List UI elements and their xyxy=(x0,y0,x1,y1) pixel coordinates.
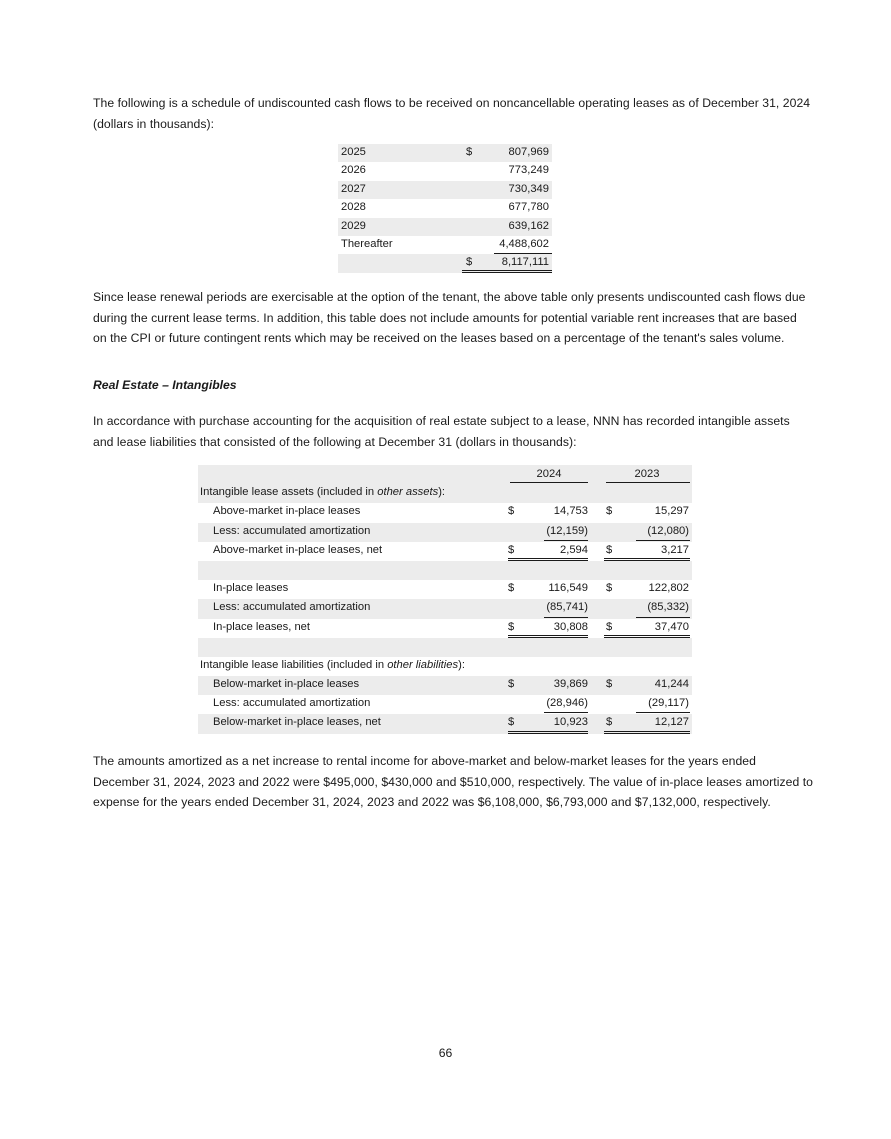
row-label: In-place leases xyxy=(213,582,289,595)
row-label: Less: accumulated amortization xyxy=(213,601,371,614)
currency-symbol: $ xyxy=(508,620,515,633)
subtotal-underline xyxy=(544,617,588,618)
currency-symbol: $ xyxy=(508,716,515,729)
value-2023: 37,470 xyxy=(654,620,689,633)
table-row xyxy=(338,162,552,180)
column-header-2023: 2023 xyxy=(634,468,660,480)
currency-symbol: $ xyxy=(508,543,515,556)
section-header-row xyxy=(198,657,692,676)
section-heading: Real Estate – Intangibles xyxy=(93,378,237,392)
value-2024: (28,946) xyxy=(546,697,588,710)
value-2024: (85,741) xyxy=(546,601,588,614)
currency-symbol: $ xyxy=(606,505,613,518)
value-2023: 41,244 xyxy=(654,678,689,691)
total-amount-cell: 8,117,111 xyxy=(501,256,549,269)
intangibles-intro-paragraph: In accordance with purchase accounting for the acquisition of real estate subject to a lease, NNN has recorded intangible assets and lease liabilities that consisted of the following at December 31 (dollars in thousands): xyxy=(93,414,790,449)
value-2023: (12,080) xyxy=(647,524,689,537)
currency-symbol: $ xyxy=(466,256,473,269)
table-row xyxy=(198,695,692,714)
table-row xyxy=(198,503,692,522)
value-2023: 3,217 xyxy=(661,543,689,556)
value-2024: 10,923 xyxy=(553,716,588,729)
row-label: Above-market in-place leases, net xyxy=(213,543,383,556)
table-row xyxy=(338,144,552,162)
amount-cell: 4,488,602 xyxy=(499,237,549,250)
table-row xyxy=(198,542,692,561)
currency-symbol: $ xyxy=(606,716,613,729)
table-row xyxy=(198,714,692,733)
value-2024: 116,549 xyxy=(548,582,588,595)
table-row xyxy=(198,599,692,618)
subtotal-underline xyxy=(636,617,690,618)
value-2024: 2,594 xyxy=(560,543,588,556)
amount-cell: 639,162 xyxy=(508,219,549,232)
total-double-underline xyxy=(508,731,588,734)
row-label: Less: accumulated amortization xyxy=(213,697,371,710)
liabilities-section-label: Intangible lease liabilities (included in other liabilities): xyxy=(200,658,465,671)
amount-cell: 730,349 xyxy=(508,182,549,195)
year-cell: 2027 xyxy=(341,182,366,195)
subtotal-underline xyxy=(636,540,690,541)
header-underline xyxy=(510,482,588,483)
table-row xyxy=(338,218,552,236)
spacer-row xyxy=(198,638,692,657)
value-2024: (12,159) xyxy=(546,524,588,537)
table-row xyxy=(198,619,692,638)
currency-symbol: $ xyxy=(606,543,613,556)
header-underline xyxy=(606,482,690,483)
cash-flow-schedule-table xyxy=(338,144,552,273)
table-row xyxy=(338,236,552,254)
year-cell: 2025 xyxy=(341,146,366,158)
amortization-paragraph: The amounts amortized as a net increase to rental income for above-market and below-market leases for the years ended December 31, 2024, 2023 and 2022 were $495,000, $430,000 and $510,000, respectively. The value of in-place leases amortized to expense for the years ended December 31, 2024, 2023 and 2022 was $6,108,000, $6,793,000 and $7,132,000, respectively. xyxy=(93,754,813,809)
year-cell: 2028 xyxy=(341,201,366,214)
currency-symbol: $ xyxy=(466,146,473,158)
currency-symbol: $ xyxy=(508,582,515,595)
year-cell: 2026 xyxy=(341,164,366,177)
intro-paragraph: The following is a schedule of undiscounted cash flows to be received on noncancellable operating leases as of December 31, 2024 (dollars in thousands): xyxy=(93,96,811,131)
table-row xyxy=(198,676,692,695)
value-2024: 30,808 xyxy=(553,620,588,633)
currency-symbol: $ xyxy=(606,620,613,633)
table-row xyxy=(338,181,552,199)
value-2023: 15,297 xyxy=(654,505,689,518)
total-double-underline xyxy=(604,731,690,734)
value-2024: 39,869 xyxy=(553,678,588,691)
amount-cell: 773,249 xyxy=(508,164,549,177)
assets-section-label: Intangible lease assets (included in other assets): xyxy=(200,486,446,499)
subtotal-underline xyxy=(636,712,690,713)
total-row xyxy=(338,254,552,272)
currency-symbol: $ xyxy=(508,678,515,691)
column-header-2024: 2024 xyxy=(536,468,562,480)
row-label: Above-market in-place leases xyxy=(213,505,361,518)
table-row xyxy=(338,199,552,217)
value-2024: 14,753 xyxy=(553,505,588,518)
row-label: Less: accumulated amortization xyxy=(213,524,371,537)
value-2023: (29,117) xyxy=(648,697,689,710)
subtotal-underline xyxy=(544,540,588,541)
table-row xyxy=(198,523,692,542)
value-2023: (85,332) xyxy=(647,601,689,614)
spacer-row xyxy=(198,561,692,580)
row-label: Below-market in-place leases xyxy=(213,678,360,691)
currency-symbol: $ xyxy=(606,582,613,595)
table-header-row xyxy=(198,465,692,484)
intangibles-table xyxy=(198,465,692,734)
subtotal-underline xyxy=(544,712,588,713)
amount-cell: 807,969 xyxy=(508,146,549,158)
value-2023: 122,802 xyxy=(648,582,689,595)
currency-symbol: $ xyxy=(606,678,613,691)
year-cell: Thereafter xyxy=(341,237,393,250)
section-header-row xyxy=(198,484,692,503)
amount-cell: 677,780 xyxy=(508,201,549,214)
row-label: In-place leases, net xyxy=(213,620,311,633)
table-row xyxy=(198,580,692,599)
total-double-underline xyxy=(462,270,552,273)
currency-symbol: $ xyxy=(508,505,515,518)
row-label: Below-market in-place leases, net xyxy=(213,716,381,729)
value-2023: 12,127 xyxy=(654,716,689,729)
renewal-paragraph: Since lease renewal periods are exercisable at the option of the tenant, the above table only presents undiscounted cash flows due during the current lease terms. In addition, this table does not include amounts for potential variable rent increases that are based on the CPI or future contingent rents which may be received on the leases based on a percentage of the tenant's sales volume. xyxy=(93,290,806,345)
year-cell: 2029 xyxy=(341,219,366,232)
page-number: 66 xyxy=(438,1046,453,1060)
